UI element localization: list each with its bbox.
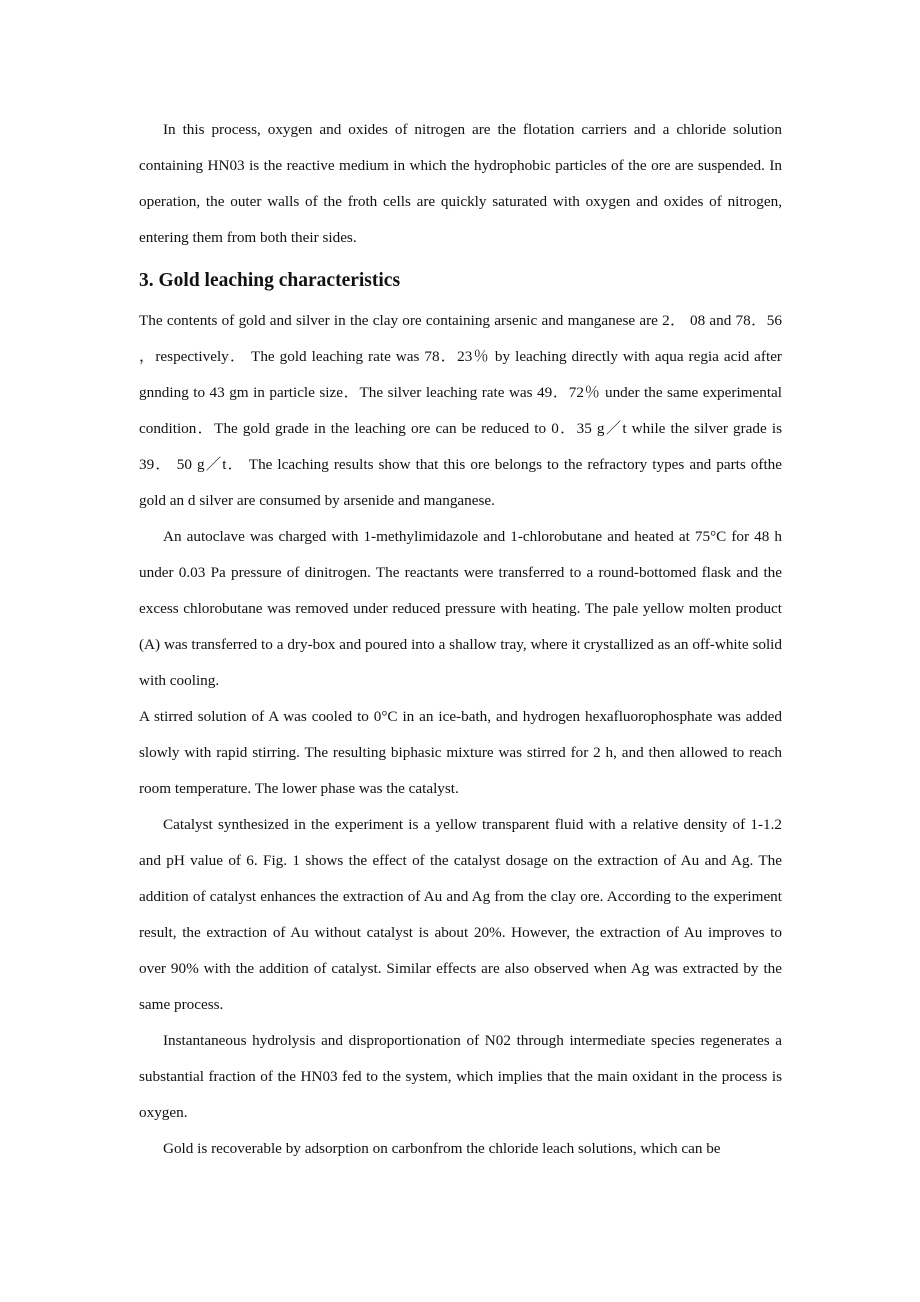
paragraph-gold-recovery: Gold is recoverable by adsorption on carbonfrom the chloride leach solutions, which can be xyxy=(163,1140,721,1157)
section-heading-gold-leaching: 3. Gold leaching characteristics xyxy=(139,270,401,291)
document-body xyxy=(139,112,782,1167)
paragraph-leaching-results: The contents of gold and silver in the clay ore containing arsenic and manganese are 2． 08 and 78．56 ，respectively． The gold leaching rate was 78．23％ by leaching directly with aqua regia acid after gnnding to 43 gm in particle size．The silver leaching rate was 49．72％ under the same experimental condition．The gold grade in the leaching ore can be reduced to 0．35 g／t while the silver grade is 39． 50 g／t． The lcaching results show that this ore belongs to the refractory types and parts ofthe gold an d silver are consumed by arsenide and manganese. xyxy=(139,312,782,509)
paragraph-catalyst-preparation: A stirred solution of A was cooled to 0°C in an ice-bath, and hydrogen hexafluorophosphate was added slowly with rapid stirring. The resulting biphasic mixture was stirred for 2 h, and then allowed to reach room temperature. The lower phase was the catalyst. xyxy=(139,708,782,797)
paragraph-hydrolysis: Instantaneous hydrolysis and disproportionation of N02 through intermediate species regenerates a substantial fraction of the HN03 fed to the system, which implies that the main oxidant in the process is oxygen. xyxy=(139,1032,782,1121)
paragraph-autoclave-synthesis: An autoclave was charged with 1-methylimidazole and 1-chlorobutane and heated at 75°C for 48 h under 0.03 Pa pressure of dinitrogen. The reactants were transferred to a round-bottomed flask and the excess chlorobutane was removed under reduced pressure with heating. The pale yellow molten product (A) was transferred to a dry-box and poured into a shallow tray, where it crystallized as an off-white solid with cooling. xyxy=(139,528,782,689)
paragraph-flotation-process: In this process, oxygen and oxides of nitrogen are the flotation carriers and a chloride solution containing HN03 is the reactive medium in which the hydrophobic particles of the ore are suspended. In operation, the outer walls of the froth cells are quickly saturated with oxygen and oxides of nitrogen, entering them from both their sides. xyxy=(139,121,782,246)
paragraph-catalyst-effect: Catalyst synthesized in the experiment is a yellow transparent fluid with a relative density of 1-1.2 and pH value of 6. Fig. 1 shows the effect of the catalyst dosage on the extraction of Au and Ag. The addition of catalyst enhances the extraction of Au and Ag from the clay ore. According to the experiment result, the extraction of Au without catalyst is about 20%. However, the extraction of Au improves to over 90% with the addition of catalyst. Similar effects are also observed when Ag was extracted by the same process. xyxy=(139,816,782,1013)
